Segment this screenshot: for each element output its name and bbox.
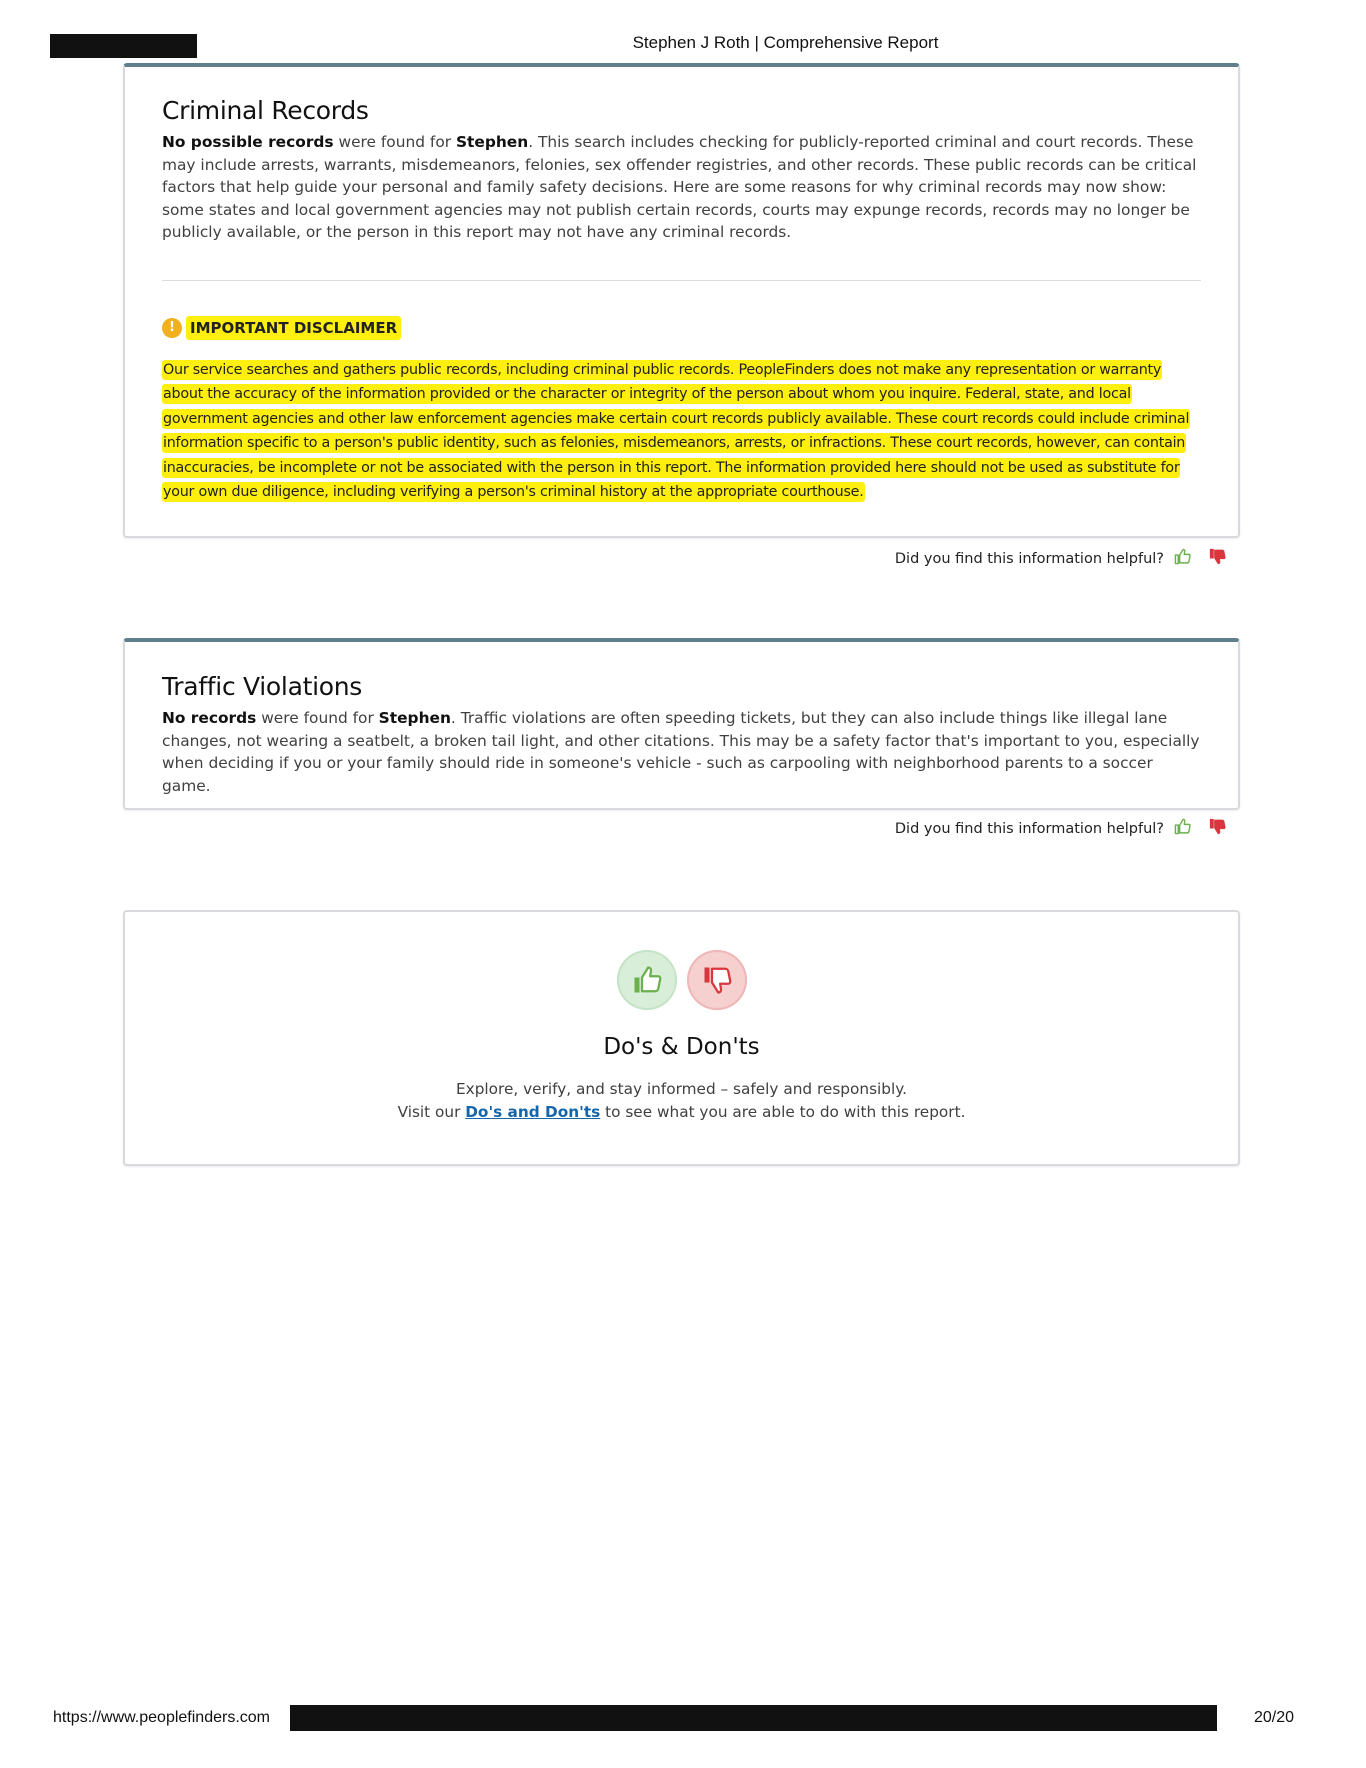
dos-donts-icons	[162, 950, 1201, 1010]
traffic-violations-title: Traffic Violations	[162, 672, 363, 701]
disclaimer-header	[162, 316, 1201, 340]
thumbs-up-icon[interactable]	[1174, 818, 1191, 839]
section-divider	[162, 280, 1201, 281]
disclaimer-text: Our service searches and gathers public records, including criminal public records. PeopleFinders does not make any representation or warranty about the accuracy of the information provided or the character or integrity of the person about whom you inquire. Federal, state, and local government agencies and other law enforcement agencies make certain court records publicly available. These court records could include criminal information specific to a person's public identity, such as felonies, misdemeanors, arrests, or infractions. These court records, however, can contain inaccuracies, be incomplete or not be associated with the person in this report. The information provided here should not be used as substitute for your own due diligence, including verifying a person's criminal history at the appropriate courthouse.	[163, 361, 1190, 501]
criminal-records-summary: No possible records were found for Stephen. This search includes checking for publicly-reported criminal and court records. These may include arrests, warrants, misdemeanors, felonies, sex offender registries, and other records. These public records can be critical factors that help guide your personal and family safety decisions. Here are some reasons for why criminal records may now show: some states and local government agencies may not publish certain records, courts may expunge records, records may no longer be publicly available, or the person in this report may not have any criminal records.	[162, 133, 1197, 242]
dos-donts-line2: Visit our Do's and Don'ts to see what you are able to do with this report.	[397, 1103, 966, 1121]
dos-donts-description	[162, 1078, 1201, 1124]
thumbs-up-icon	[617, 950, 677, 1010]
page-number: 20/20	[1253, 1709, 1294, 1726]
traffic-violations-card	[123, 638, 1240, 810]
dos-donts-title: Do's & Don'ts	[603, 1034, 760, 1060]
feedback-row-criminal	[895, 548, 1226, 569]
thumbs-down-icon	[687, 950, 747, 1010]
feedback-question: Did you find this information helpful?	[894, 550, 1164, 567]
footer-url: https://www.peoplefinders.com	[53, 1709, 270, 1726]
redaction-bar-bottom	[290, 1705, 1217, 1731]
dos-donts-link[interactable]: Do's and Don'ts	[465, 1103, 601, 1121]
thumbs-down-icon[interactable]	[1209, 548, 1226, 569]
criminal-records-title: Criminal Records	[162, 96, 369, 125]
criminal-records-card	[123, 63, 1240, 538]
dos-donts-card	[123, 910, 1240, 1166]
dos-donts-line1: Explore, verify, and stay informed – safely and responsibly.	[456, 1080, 907, 1098]
page-header-title: Stephen J Roth | Comprehensive Report	[632, 33, 939, 52]
thumbs-down-icon[interactable]	[1209, 818, 1226, 839]
traffic-violations-summary: No records were found for Stephen. Traffic violations are often speeding tickets, but they can also include things like illegal lane changes, not wearing a seatbelt, a broken tail light, and other citations. This may be a safety factor that's important to you, especially when deciding if you or your family should ride in someone's vehicle - such as carpooling with neighborhood parents to a soccer game.	[162, 709, 1200, 795]
feedback-question: Did you find this information helpful?	[894, 820, 1164, 837]
disclaimer-title: IMPORTANT DISCLAIMER	[186, 316, 401, 340]
warning-icon: !	[162, 318, 182, 338]
feedback-row-traffic	[895, 818, 1226, 839]
thumbs-up-icon[interactable]	[1174, 548, 1191, 569]
